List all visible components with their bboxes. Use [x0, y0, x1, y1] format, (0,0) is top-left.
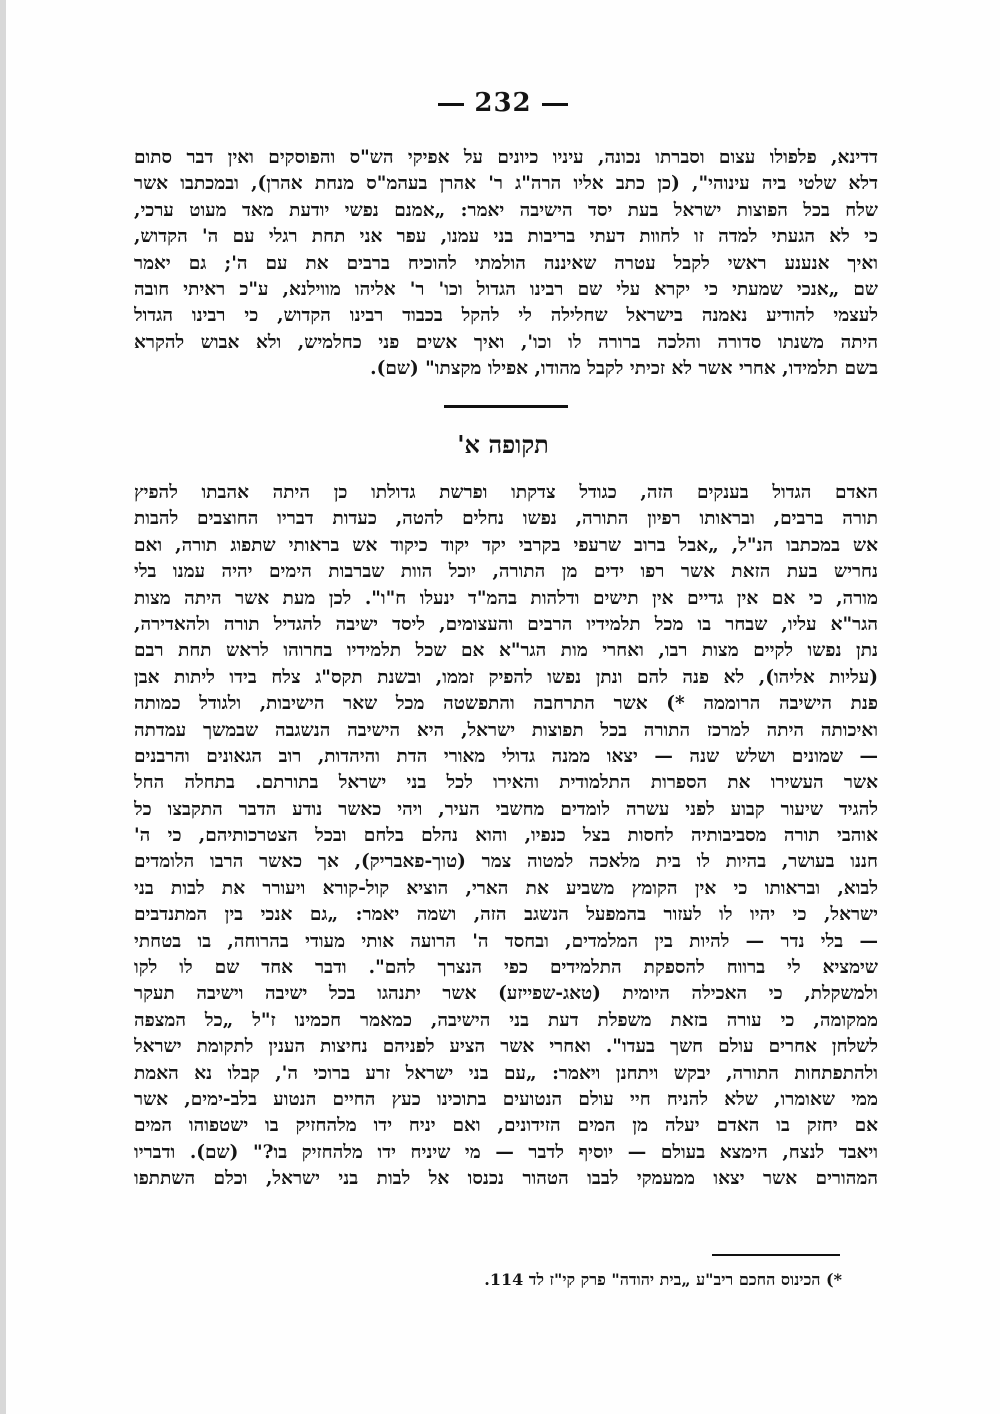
text-line: דלא שלטי ביה עינוהי", (כן כתב אליו הרה"ג ר' אהרן בעהמ"ס מנחת אהרן), ובמכתבו אשר	[134, 173, 878, 195]
text-line: חננו בעושר, בהיות לו בית מלאכה למטוה צמר (טוך-פאבריק), אך כאשר הרבו הלומדים	[134, 851, 878, 873]
text-line: דדינא, פלפולו עצום וסברתו נכונה, עיניו כיונים על אפיקי הש"ס והפוסקים ואין דבר סתום	[134, 147, 878, 168]
text-line: — שמונים ושלש שנה — יצאו ממנה גדולי מאורי הדת והיהדות, רוב הגאונים והרבנים	[134, 745, 878, 767]
body-paragraph	[134, 480, 878, 1193]
text-line: ואיך אנענע ראשי לקבל עטרה שאיננה הולמתי להוכיח ברבים את עם ה'; גם יאמר	[134, 252, 878, 274]
page-number-dash-left	[438, 103, 464, 106]
text-line: לשלחן אחרים עולם חשך בעדו". ואחרי אשר הציע לפניהם נחיצות הענין לתקומת ישראל	[134, 1036, 878, 1058]
top-paragraph	[134, 145, 878, 383]
text-line: בשם תלמידו, אחרי אשר לא זכיתי לקבל מהודו, אפילו מקצתו" (שם).	[370, 358, 878, 380]
text-line: אשר העשירו את הספרות התלמודית והאירו לכל בני ישראל בתורתם. בתחלה החל	[134, 772, 878, 794]
text-line: ממקומה, כי עורה בזאת משפלת דעת בני הישיבה, כמאמר חכמינו ז"ל „כל המצפה	[134, 1009, 878, 1031]
text-line: אוהבי תורה מסביבותיה לחסות בצל כנפיו, והוא נהלם בלחם ובכל הצטרכותיהם, כי ה'	[134, 825, 878, 847]
text-line: המהורים אשר יצאו ממעמקי לבבו הטהור נכנסו אל לבות בני ישראל, וכלם השתתפו	[134, 1168, 878, 1190]
section-divider	[444, 405, 568, 408]
text-line: — בלי נדר — להיות בין המלמדים, ובחסד ה' הרועה אותי מעודי בהרוחה, בו בטחתי	[134, 930, 878, 952]
text-line: שימציא לי ברווח להספקת התלמידים כפי הנצרך להם". ודבר אחד שם לו לקו	[134, 957, 878, 979]
text-line: היתה משנתו סדורה והלכה ברורה לו וכו', ואיך אשים פני כחלמיש, ולא אבוש להקרא	[134, 331, 878, 353]
section-title: תקופה א'	[457, 430, 549, 459]
text-line: נתן נפשו לקיים מצות רבו, ואחרי מות הגר"א אם שכל תלמידיו בחרוהו לראש תחת רבם	[134, 640, 878, 662]
text-line: נחריש בעת הזאת אשר רפו ידים מן התורה, יוכל הוות שברבות הימים יהיה עמנו בלי	[134, 561, 878, 583]
text-line: אם יחזק בו האדם יעלה מן המים הזידונים, ואם יניח ידו מלהחזיק בו ישטפוהו המים	[134, 1115, 878, 1137]
text-line: הגר"א עליו, שבחר בו מכל תלמידיו הרבים והעצומים, ליסד ישיבה להגדיל תורה ולהאדירה,	[134, 613, 878, 635]
text-line: ישראל, כי יהיו לו לעזור בהמפעל הנשגב הזה, ושמה יאמר: „גם אנכי בין המתנדבים	[134, 904, 878, 926]
text-line: (עליות אליהו), לא פנה להם ונתן נפשו להפיק זממו, ובשנת תקס"ג צלח בידו ליתות אבן	[134, 666, 878, 688]
text-line: אש במכתבו הנ"ל, „אבל ברוב שרעפי בקרבי יקד יקוד כיקוד אש בראותי שתפוג תורה, ואם	[134, 534, 878, 556]
text-line: מורה, כי אם אין גדיים אין תישים ודלהות בהמ"ד ינעלו ח"ו". לכן מעת אשר היתה מצות	[134, 587, 878, 609]
page-number	[6, 88, 1000, 118]
text-line: פנת הישיבה הרוממה *) אשר התרחבה והתפשטה מכל שאר הישיבות, ולגודל כמותה	[134, 693, 878, 715]
text-line: שם „אנכי שמעתי כי יקרא עלי שם רבינו הגדול וכו' ר' אליהו מווילנא, ע"כ ראיתי חובה	[134, 278, 878, 300]
page-number-dash-right	[542, 103, 568, 106]
text-line: לבוא, ובראותו כי אין הקומץ משביע את הארי, הוציא קול-קורא ויעורר את לבות בני	[134, 877, 878, 899]
text-line: לעצמי להודיע נאמנה בישראל שחלילה לי להקל בכבוד רבינו הקדוש, כי רבינו הגדול	[134, 305, 878, 327]
footnote-rule	[712, 1254, 840, 1256]
page-number-value: 232	[474, 88, 532, 118]
text-line: כי לא הגעתי למדה זו לחוות דעתי בריבות בני עמנו, עפר אני תחת רגלי עם ה' הקדוש,	[134, 226, 878, 248]
text-line: שלח בכל הפוצות ישראל בעת יסד הישיבה יאמר: „אמנם נפשי יודעת מאד מעוט ערכי,	[134, 199, 878, 221]
text-line: ולהתפתחות התורה, יבקש ויתחנן ויאמר: „עם בני ישראל זרע ברוכי ה', קבלו נא האמת	[134, 1062, 878, 1084]
text-line: ויאבד לנצח, הימצא בעולם — יוסיף לדבר — מי שיניח ידו מלהחזיק בו?" (שם). ודבריו	[134, 1141, 878, 1163]
text-line: להגיד שיעור קבוע לפני עשרה לומדים מחשבי העיר, ויהי כאשר נודע הדבר התקבצו כל	[134, 798, 878, 820]
text-line: האדם הגדול בענקים הזה, כגודל צדקתו ופרשת גדולתו כן היתה אהבתו להפיץ	[134, 482, 878, 503]
text-line: ממי שאומרו, שלא להניח חיי עולם הנטועים בתוכינו כעץ החיים הנטוע בלב-ימים, אשר	[134, 1088, 878, 1110]
footnote: *) הכינוס החכם ריב"ע „בית יהודה" פרק קי"ז לד 114.	[484, 1270, 842, 1289]
text-line: ולמשקלת, כי האכילה היומית (טאג-שפייזע) אשר יתנהגו בכל ישיבה וישיבה תעקר	[134, 983, 878, 1005]
text-line: תורה ברבים, ובראותו רפיון התורה, נפשו נחלים להטה, כעדות דבריו החוצבים להבות	[134, 508, 878, 530]
text-line: ואיכותה היתה למרכז התורה בכל תפוצות ישראל, היא הישיבה הנשגבה שבמשך עמדתה	[134, 719, 878, 741]
